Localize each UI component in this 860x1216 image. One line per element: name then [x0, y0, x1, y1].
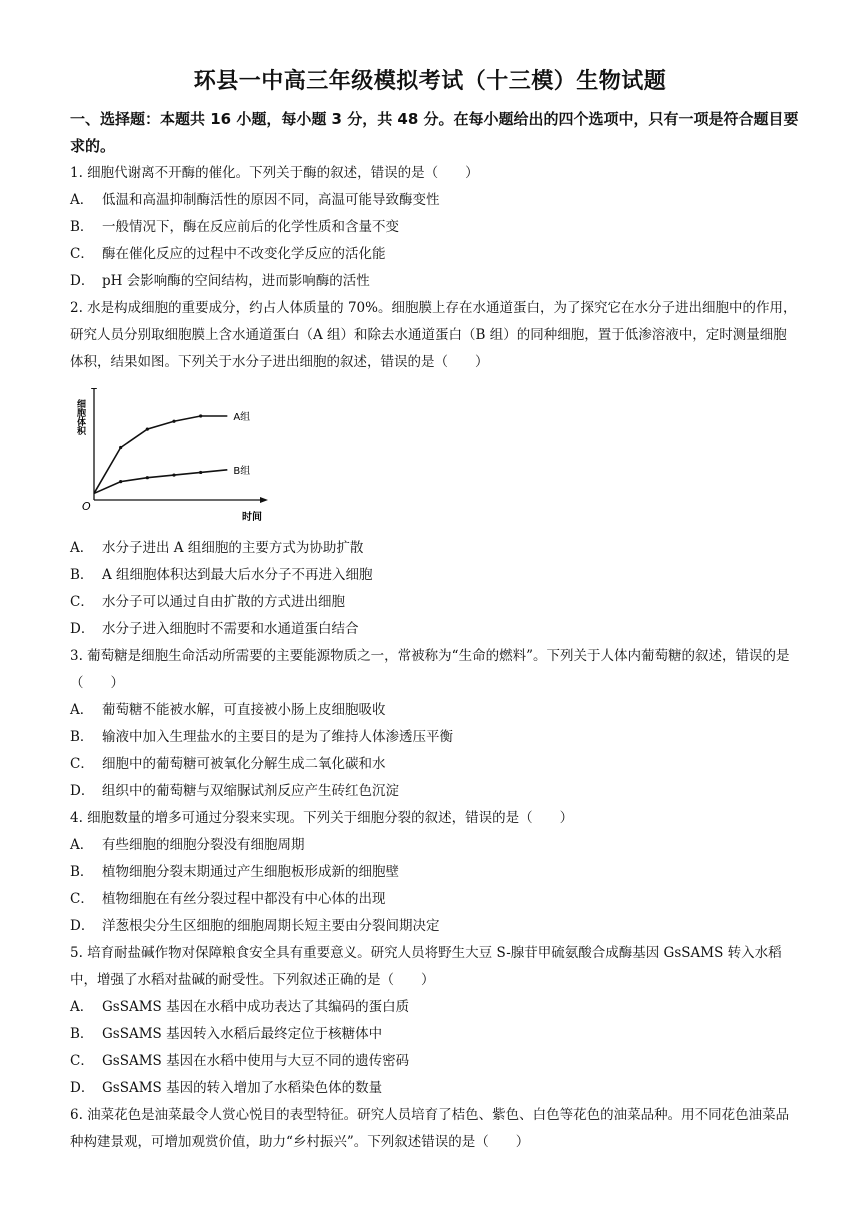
question-4-option-d[interactable]: D． 洋葱根尖分生区细胞的细胞周期长短主要由分裂间期决定	[70, 918, 440, 934]
question-5-option-c[interactable]: C． GsSAMS 基因在水稻中使用与大豆不同的遗传密码	[70, 1053, 410, 1069]
question-2-option-a[interactable]: A． 水分子进出 A 组细胞的主要方式为协助扩散	[70, 540, 364, 556]
series-label-a: A组	[233, 412, 251, 423]
question-2-option-c[interactable]: C． 水分子可以通过自由扩散的方式进出细胞	[70, 594, 345, 610]
question-1-stem: 1. 细胞代谢离不开酶的催化。下列关于酶的叙述，错误的是（ ）	[70, 165, 479, 181]
x-axis-arrow	[260, 497, 268, 503]
series-label-b: B组	[233, 465, 251, 477]
question-1-option-b[interactable]: B． 一般情况下，酶在反应前后的化学性质和含量不变	[70, 219, 399, 235]
question-3-option-c[interactable]: C． 细胞中的葡萄糖可被氧化分解生成二氧化碳和水	[70, 756, 386, 772]
question-5-option-d[interactable]: D． GsSAMS 基因的转入增加了水稻染色体的数量	[70, 1080, 383, 1096]
data-point	[119, 480, 122, 483]
data-point	[199, 471, 202, 474]
origin-label: O	[82, 500, 91, 513]
question-6-stem: 6. 油菜花色是油菜最令人赏心悦目的表型特征。研究人员培育了桔色、紫色、白色等花色的油菜品种。用不同花色油菜品种构建景观，可增加观赏价值，助力“乡村振兴”。下列叙述错误的是（ ）	[70, 1107, 790, 1150]
question-4-option-a[interactable]: A． 有些细胞的细胞分裂没有细胞周期	[70, 837, 305, 853]
y-axis-arrow	[91, 388, 97, 389]
question-3-option-d[interactable]: D． 组织中的葡萄糖与双缩脲试剂反应产生砖红色沉淀	[70, 783, 399, 799]
question-3-option-b[interactable]: B． 输液中加入生理盐水的主要目的是为了维持人体渗透压平衡	[70, 729, 453, 745]
question-2-option-d[interactable]: D． 水分子进入细胞时不需要和水通道蛋白结合	[70, 621, 359, 637]
x-axis-label: 时间	[242, 512, 262, 523]
question-1-option-a[interactable]: A． 低温和高温抑制酶活性的原因不同，高温可能导致酶变性	[70, 192, 440, 208]
cell-volume-chart	[70, 388, 270, 528]
question-1-option-c[interactable]: C． 酶在催化反应的过程中不改变化学反应的活化能	[70, 246, 386, 262]
question-1-option-d[interactable]: D． pH 会影响酶的空间结构，进而影响酶的活性	[70, 273, 370, 289]
data-point	[146, 428, 149, 431]
data-point	[146, 476, 149, 479]
question-4-option-c[interactable]: C． 植物细胞在有丝分裂过程中都没有中心体的出现	[70, 891, 386, 907]
question-4-stem: 4. 细胞数量的增多可通过分裂来实现。下列关于细胞分裂的叙述，错误的是（ ）	[70, 810, 574, 826]
data-point	[119, 446, 122, 449]
y-axis-label: 细胞体积	[75, 399, 85, 435]
series-line-b	[94, 470, 227, 494]
section-heading: 一、选择题：本题共 16 小题，每小题 3 分，共 48 分。在每小题给出的四个选项中，只有一项是符合题目要求的。	[70, 110, 799, 155]
data-point	[172, 420, 175, 423]
question-3-option-a[interactable]: A． 葡萄糖不能被水解，可直接被小肠上皮细胞吸收	[70, 702, 386, 718]
question-2-option-b[interactable]: B． A 组细胞体积达到最大后水分子不再进入细胞	[70, 567, 373, 583]
data-point	[199, 414, 202, 417]
question-5-option-a[interactable]: A． GsSAMS 基因在水稻中成功表达了其编码的蛋白质	[70, 999, 410, 1015]
data-point	[172, 473, 175, 476]
question-5-option-b[interactable]: B． GsSAMS 基因转入水稻后最终定位于核糖体中	[70, 1026, 383, 1042]
question-5-stem: 5. 培育耐盐碱作物对保障粮食安全具有重要意义。研究人员将野生大豆 S-腺苷甲硫氨酸合成酶基因 GsSAMS 转入水稻中，增强了水稻对盐碱的耐受性。下列叙述正确的是（ ）	[70, 945, 782, 988]
series-line-a	[94, 416, 227, 493]
question-4-option-b[interactable]: B． 植物细胞分裂末期通过产生细胞板形成新的细胞壁	[70, 864, 399, 880]
page-title: 环县一中高三年级模拟考试（十三模）生物试题	[193, 69, 667, 94]
question-2-stem: 2. 水是构成细胞的重要成分，约占人体质量的 70%。细胞膜上存在水通道蛋白，为了探究它在水分子进出细胞中的作用，研究人员分别取细胞膜上含水通道蛋白（A 组）和除去水通道蛋白（B 组）的同种细胞，置于低渗溶液中，定时测量细胞体积，结果如图。下列关于水分子进出细胞的叙述，错误的是（ ）	[70, 300, 797, 370]
question-3-stem: 3. 葡萄糖是细胞生命活动所需要的主要能源物质之一，常被称为“生命的燃料”。下列关于人体内葡萄糖的叙述，错误的是（ ）	[70, 648, 790, 691]
